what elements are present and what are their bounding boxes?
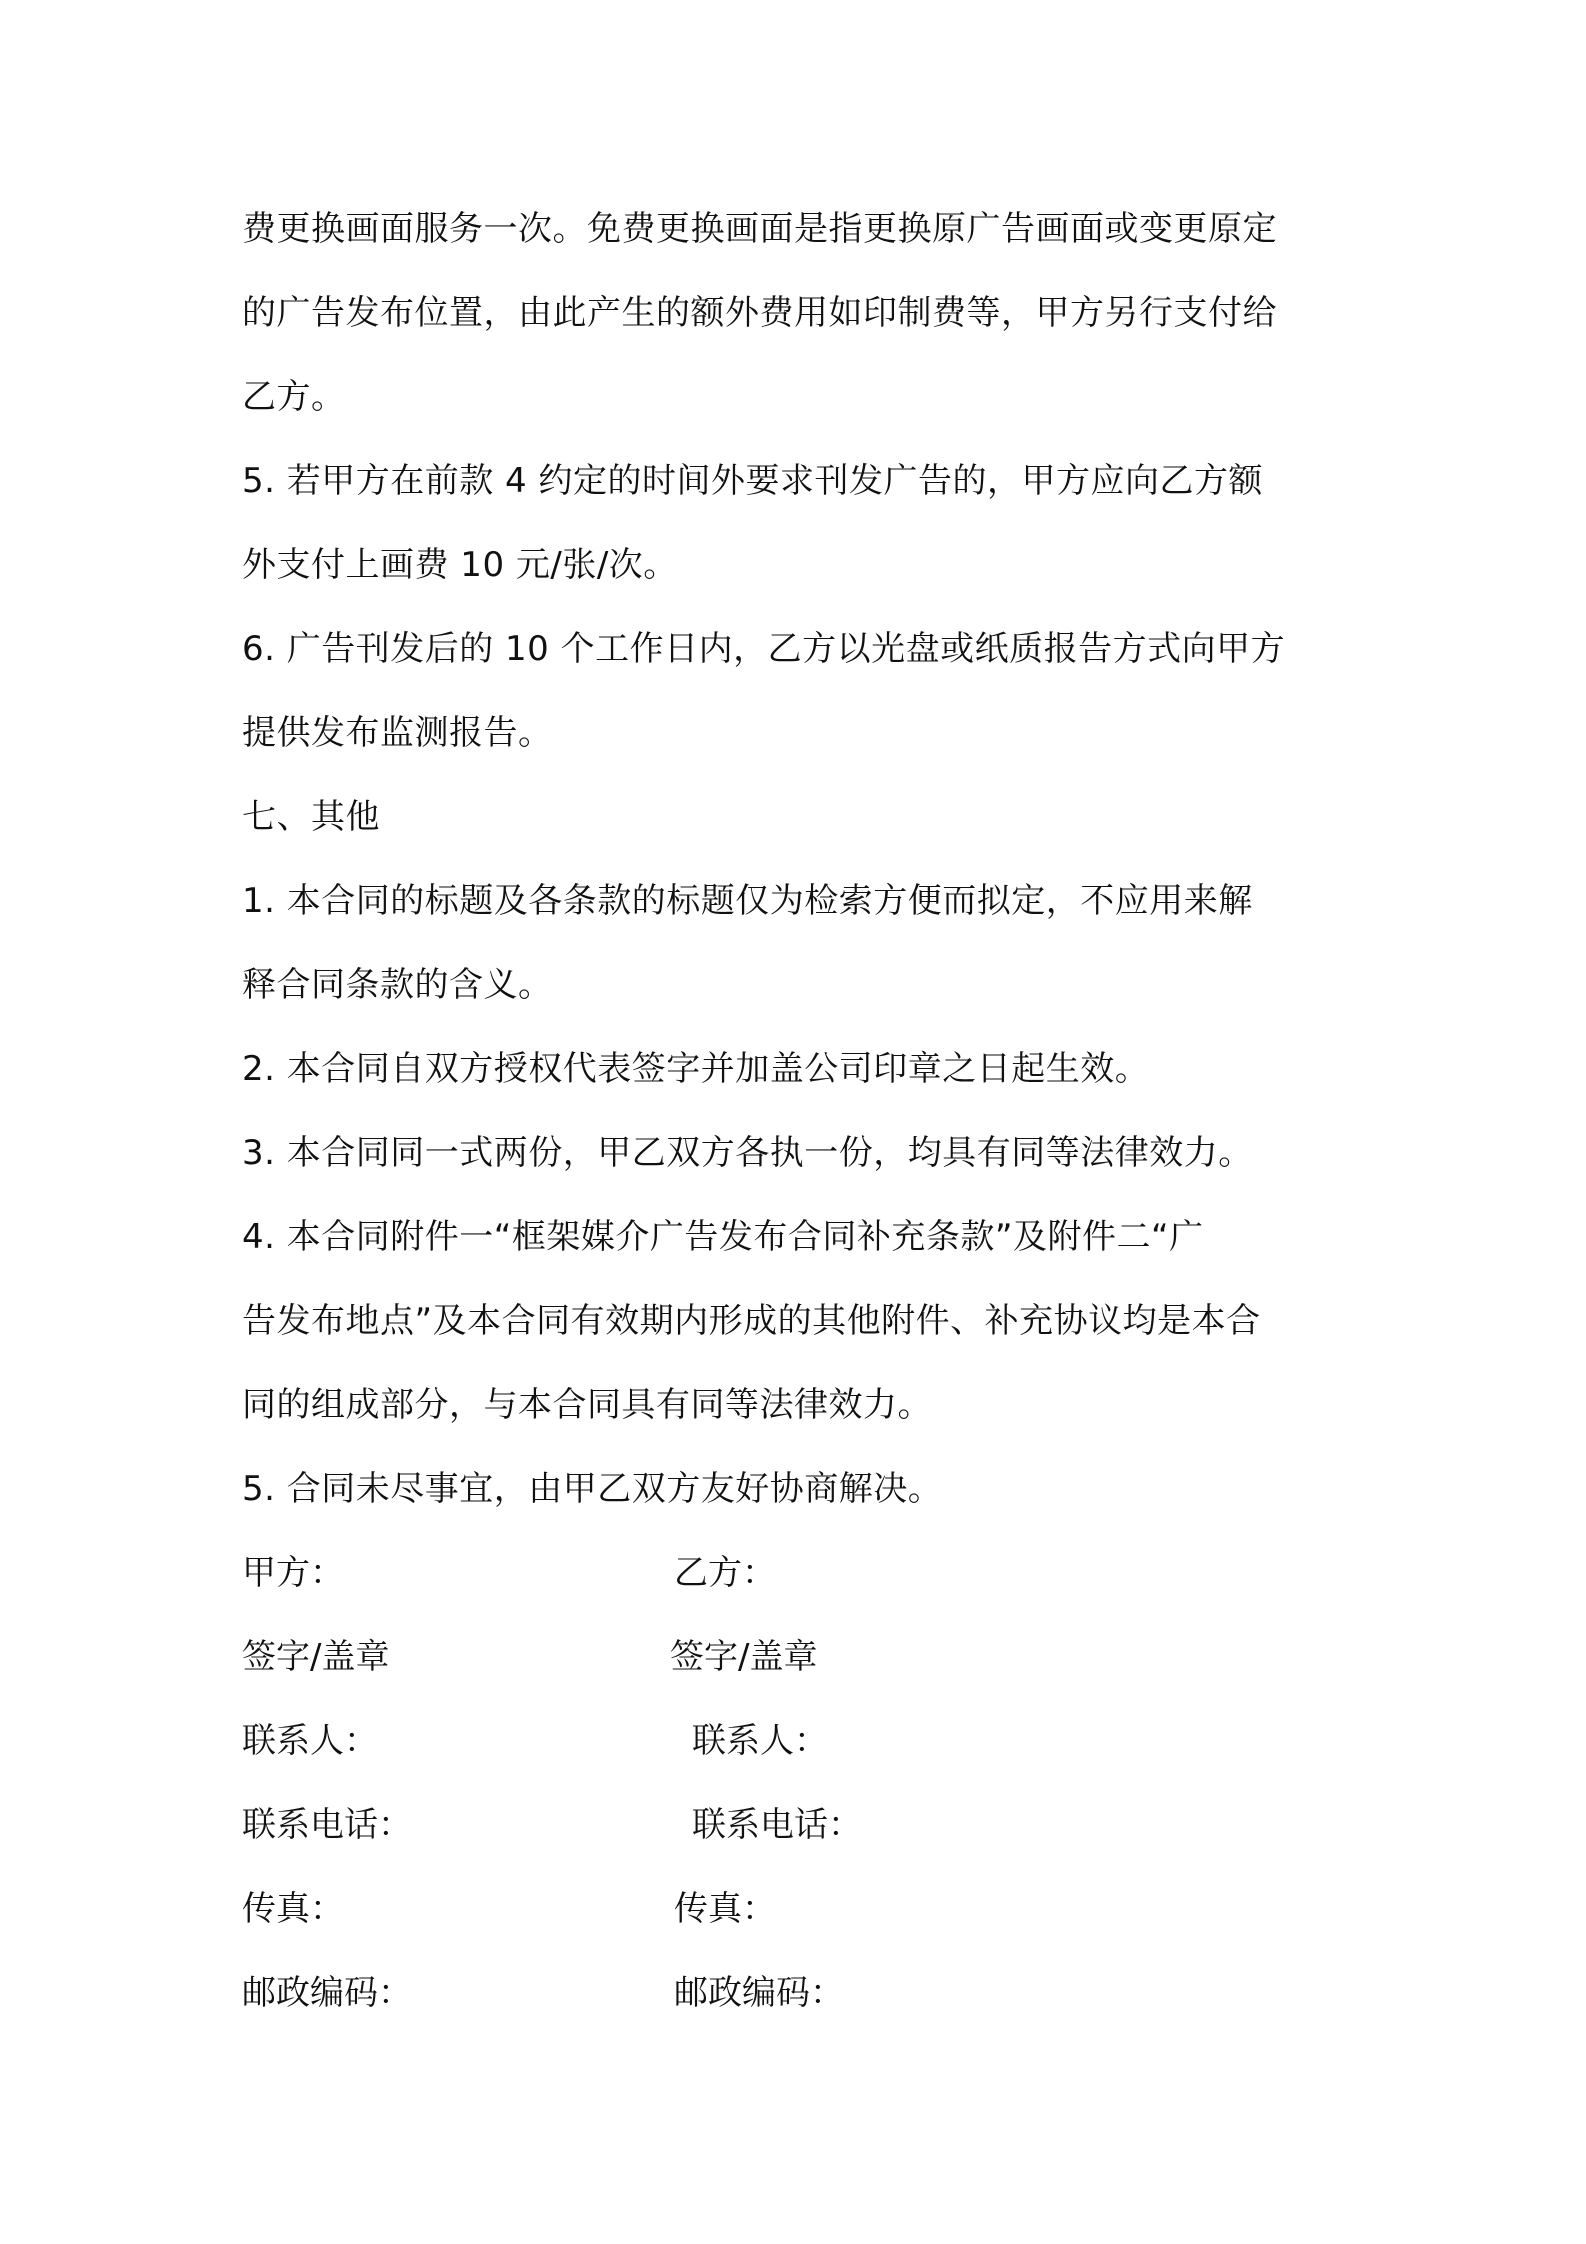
party-b-phone-label: 联系电话：: [692, 1805, 862, 1845]
party-a-sign-label: 签字/盖章: [242, 1637, 390, 1677]
body-line: 外支付上画费 10 元/张/次。: [242, 545, 678, 585]
body-line: 同的组成部分，与本合同具有同等法律效力。: [242, 1385, 932, 1425]
body-line: 3. 本合同同一式两份，甲乙双方各执一份，均具有同等法律效力。: [242, 1133, 1253, 1173]
party-a-contact-label: 联系人：: [242, 1721, 378, 1761]
party-a-phone-label: 联系电话：: [242, 1805, 412, 1845]
party-b-label: 乙方：: [674, 1553, 776, 1593]
party-b-postcode-label: 邮政编码：: [674, 1973, 844, 2013]
body-line: 告发布地点”及本合同有效期内形成的其他附件、补充协议均是本合: [242, 1301, 1261, 1341]
body-line: 1. 本合同的标题及各条款的标题仅为检索方便而拟定，不应用来解: [242, 881, 1253, 921]
body-line: 5. 合同未尽事宜，由甲乙双方友好协商解决。: [242, 1469, 943, 1509]
body-line: 4. 本合同附件一“框架媒介广告发布合同补充条款”及附件二“广: [242, 1217, 1204, 1257]
party-b-contact-label: 联系人：: [692, 1721, 828, 1761]
body-line: 释合同条款的含义。: [242, 965, 553, 1005]
section-heading: 七、其他: [242, 797, 380, 837]
party-a-label: 甲方：: [242, 1553, 344, 1593]
party-a-postcode-label: 邮政编码：: [242, 1973, 412, 2013]
body-line: 费更换画面服务一次。免费更换画面是指更换原广告画面或变更原定: [242, 209, 1277, 249]
body-line: 2. 本合同自双方授权代表签字并加盖公司印章之日起生效。: [242, 1049, 1150, 1089]
party-b-sign-label: 签字/盖章: [670, 1637, 818, 1677]
body-line: 提供发布监测报告。: [242, 713, 553, 753]
clause-text-block: [242, 187, 1362, 1531]
body-line: 6. 广告刊发后的 10 个工作日内，乙方以光盘或纸质报告方式向甲方: [242, 629, 1286, 669]
party-a-fax-label: 传真：: [242, 1889, 344, 1929]
body-line: 的广告发布位置，由此产生的额外费用如印制费等，甲方另行支付给: [242, 293, 1277, 333]
party-b-fax-label: 传真：: [674, 1889, 776, 1929]
body-line: 乙方。: [242, 377, 346, 417]
body-line: 5. 若甲方在前款 4 约定的时间外要求刊发广告的，甲方应向乙方额: [242, 461, 1263, 501]
